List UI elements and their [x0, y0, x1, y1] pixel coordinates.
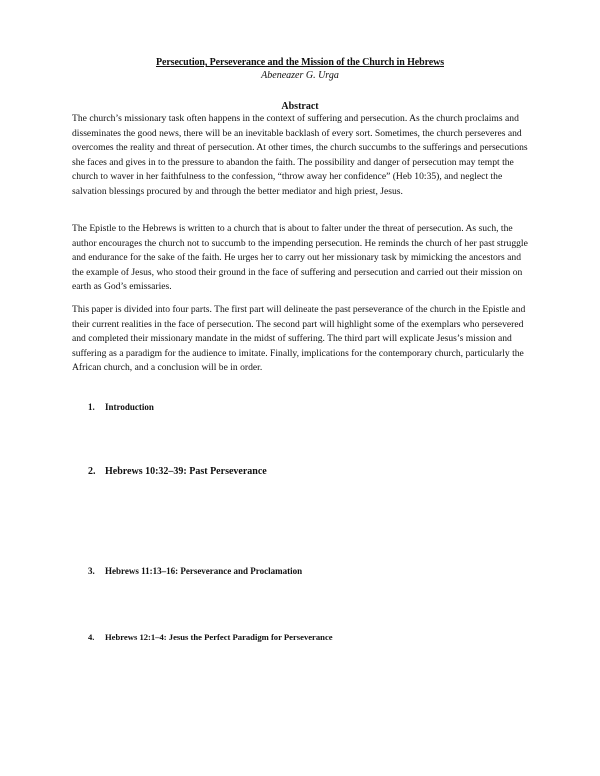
section-heading-jesus-paradigm [88, 632, 333, 642]
abstract-heading: Abstract [281, 101, 319, 112]
section-title: Hebrews 10:32–39: Past Perseverance [105, 466, 267, 477]
document-author: Abeneazer G. Urga [261, 70, 339, 81]
document-title: Persecution, Perseverance and the Mission of the Church in Hebrews [155, 57, 444, 68]
section-heading-introduction [88, 402, 154, 412]
section-title: Introduction [105, 402, 154, 412]
section-heading-perseverance-proclamation [88, 566, 302, 576]
section-title: Hebrews 12:1–4: Jesus the Perfect Paradigm for Perseverance [105, 632, 333, 642]
abstract-paragraph-1: The church’s missionary task often happens in the context of suffering and persecution. As the church proclaims and disseminates the good news, there will be an inevitable backlash of every sort. Sometimes, the church perseveres and overcomes the reality and threat of persecution. At other times, the church succumbs to the sufferings and persecutions she faces and gives in to the pressure to abandon the faith. The possibility and danger of persecution may tempt the church to waver in her faithfulness to the confession, “throw away her confidence” (Heb 10:35), and neglect the salvation blessings procured by and through the better mediator and high priest, Jesus. [72, 113, 528, 197]
section-number: 2. [88, 466, 96, 477]
abstract-paragraph-3: This paper is divided into four parts. The first part will delineate the past perseverance of the church in the Epistle and their current realities in the face of persecution. The second part will highlight some of the exemplars who persevered and completed their missionary mandate in the midst of suffering. The third part will explicate Jesus’s mission and suffering as a paradigm for the audience to imitate. Finally, implications for the contemporary church, particularly the African church, and a conclusion will be in order. [72, 304, 526, 374]
section-number: 3. [88, 566, 95, 576]
section-number: 1. [88, 402, 95, 412]
section-heading-past-perseverance [88, 466, 267, 477]
section-number: 4. [88, 632, 95, 642]
abstract-paragraph-2: The Epistle to the Hebrews is written to a church that is about to falter under the threat of persecution. As such, the author encourages the church not to succumb to the impending persecution. He reminds the church of her past struggle and endurance for the sake of the faith. He urges her to carry out her missionary task by mimicking the ancestors and the example of Jesus, who stood their ground in the face of suffering and persecution and carried out their mission on earth as God’s emissaries. [72, 223, 528, 293]
section-title: Hebrews 11:13–16: Perseverance and Proclamation [105, 566, 303, 576]
